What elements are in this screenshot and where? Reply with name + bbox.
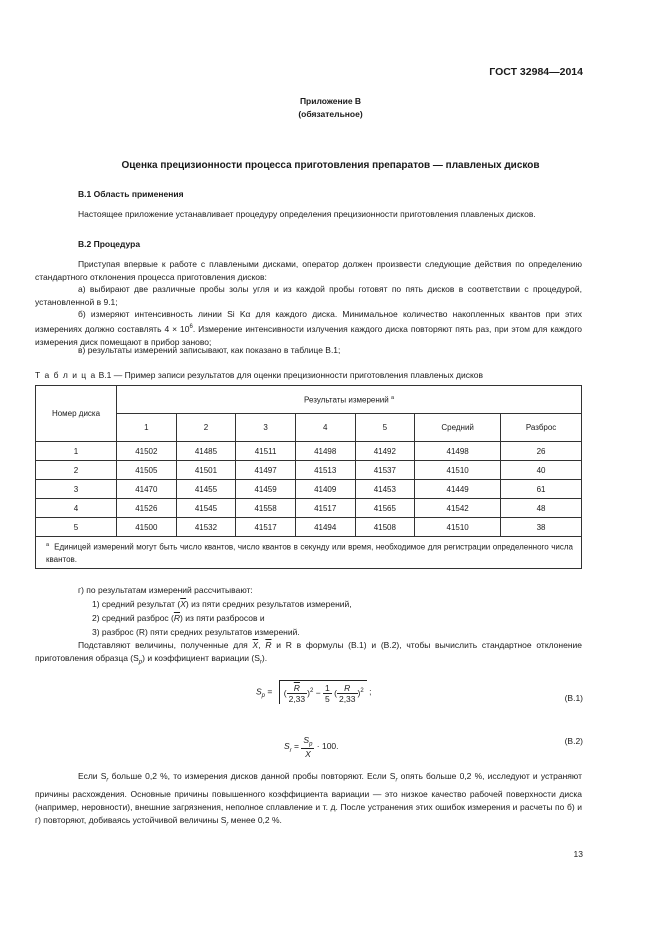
cell: 41542 [415, 499, 501, 518]
cell: 41470 [117, 480, 177, 499]
cell: 41459 [236, 480, 296, 499]
cell: 41517 [236, 518, 296, 537]
formula-b1-number: (В.1) [564, 693, 583, 703]
sub-header: 2 [176, 414, 236, 442]
cell: 41455 [176, 480, 236, 499]
document-title: Оценка прецизионности процесса приготовления препаратов — плавленых дисков [121, 160, 540, 171]
section-2-heading: В.2 Процедура [78, 239, 141, 249]
cell: 1 [36, 442, 117, 461]
cell: 40 [501, 461, 582, 480]
cell: 26 [501, 442, 582, 461]
cell: 5 [36, 518, 117, 537]
cell: 48 [501, 499, 582, 518]
sub-header: Средний [415, 414, 501, 442]
cell: 2 [36, 461, 117, 480]
item-g: г) по результатам измерений рассчитывают: [78, 585, 253, 595]
cell: 41537 [355, 461, 415, 480]
cell: 41501 [176, 461, 236, 480]
item-b: б) измеряют интенсивность линии Si Kα для каждого диска. Минимальное количество накопленных квантов при этих измерениях должно составлять $4 \times 10^6$. Измерение интенсивности излучения каждого диска повторяют пять раз, при этом для каждого измерения диск помещают в прибор заново; [35, 309, 582, 347]
cell: 4 [36, 499, 117, 518]
cell: 41513 [295, 461, 355, 480]
substitution-text: Подставляют величины, полученные для $\overline{X}$, $\overline{R}$ и R в формулы (В.1) и (В.2), чтобы вычислить стандартное отклонение приготовления образца $(S_p)$ и коэффициент вариации $(S_r)$. [35, 640, 583, 666]
sub-header: 1 [117, 414, 177, 442]
cell: 41453 [355, 480, 415, 499]
sub-item-2: 2) средний разброс $(\overline{R})$ из пяти разбросов и [92, 613, 265, 623]
cell: 41510 [415, 518, 501, 537]
sub-header: Разброс [501, 414, 582, 442]
formula-b2: $S_r$ = $\frac{S_p}{X}$ · 100. [284, 735, 339, 759]
cell: 41517 [295, 499, 355, 518]
cell: 41498 [415, 442, 501, 461]
cell: 41492 [355, 442, 415, 461]
table-footnote: $^а$ Единицей измерений могут быть число квантов, число квантов в секунду или время, необходимое для регистрации определенного числа квантов. [36, 537, 582, 569]
appendix-title: Приложение В [299, 96, 362, 106]
final-paragraph: Если $S_r$ больше 0,2 %, то измерения дисков данной пробы повторяют. Если $S_r$ опять больше 0,2 %, исследуют и устраняют причины расхождения. Основные причины повышенного коэффициента вариации — это низкое качество рабочей поверхности диска (например, неровности), внешние загрязнения, неполное сплавление и т. д. После устранения этих ошибок измерения и расчеты по б) и г) повторяют, добиваясь устойчивой величины $S_r$ менее 0,2 %. [35, 771, 582, 828]
section-2-intro: Приступая впервые к работе с плавлеными дисками, оператор должен произвести следующие действия по определению стандартного отклонения процесса приготовления дисков: [35, 259, 582, 282]
cell: 41498 [295, 442, 355, 461]
cell: 41494 [295, 518, 355, 537]
cell: 41545 [176, 499, 236, 518]
cell: 3 [36, 480, 117, 499]
cell: 41502 [117, 442, 177, 461]
sub-header: 5 [355, 414, 415, 442]
formula-b1: $S_p$ = ( $\frac{\overline{R}}{2,33}$ )$^2$ − $\frac{1}{5}$ ( $\frac{R}{2,33}$ )$^2$ ; [256, 680, 371, 716]
cell: 41500 [117, 518, 177, 537]
page-number: 13 [573, 849, 583, 859]
cell: 41485 [176, 442, 236, 461]
cell: 41409 [295, 480, 355, 499]
cell: 41497 [236, 461, 296, 480]
results-table [35, 385, 582, 569]
appendix-status: (обязательное) [298, 109, 363, 119]
section-1-heading: В.1 Область применения [78, 189, 184, 199]
table-row [36, 499, 582, 518]
sub-header: 4 [295, 414, 355, 442]
sub-header: 3 [236, 414, 296, 442]
table-row [36, 461, 582, 480]
cell: 41565 [355, 499, 415, 518]
cell: 41505 [117, 461, 177, 480]
col-results-header: Результаты измерений $^а$ [117, 386, 582, 414]
table-row [36, 480, 582, 499]
cell: 61 [501, 480, 582, 499]
sub-item-1: 1) средний результат $(\overline{X})$ из пяти средних результатов измерений, [92, 599, 352, 609]
table-row [36, 442, 582, 461]
cell: 38 [501, 518, 582, 537]
cell: 41558 [236, 499, 296, 518]
item-c: в) результаты измерений записывают, как показано в таблице В.1; [78, 345, 341, 355]
section-1-text: Настоящее приложение устанавливает процедуру определения прецизионности приготовления плавленых дисков. [78, 209, 536, 219]
cell: 41508 [355, 518, 415, 537]
cell: 41510 [415, 461, 501, 480]
formula-b2-number: (В.2) [564, 736, 583, 746]
col-disk-header: Номер диска [36, 386, 117, 442]
standard-number: ГОСТ 32984—2014 [489, 66, 583, 78]
cell: 41449 [415, 480, 501, 499]
cell: 41526 [117, 499, 177, 518]
item-a: а) выбирают две различные пробы золы угля и из каждой пробы готовят по пять дисков в соответствии с процедурой, установленной в 9.1; [35, 284, 582, 307]
cell: 41511 [236, 442, 296, 461]
table-caption: Т а б л и ц а В.1 — Пример записи результатов для оценки прецизионности приготовления плавленых дисков [35, 370, 484, 380]
cell: 41532 [176, 518, 236, 537]
sub-item-3: 3) разброс (R) пяти средних результатов измерений. [92, 627, 300, 637]
table-row [36, 518, 582, 537]
